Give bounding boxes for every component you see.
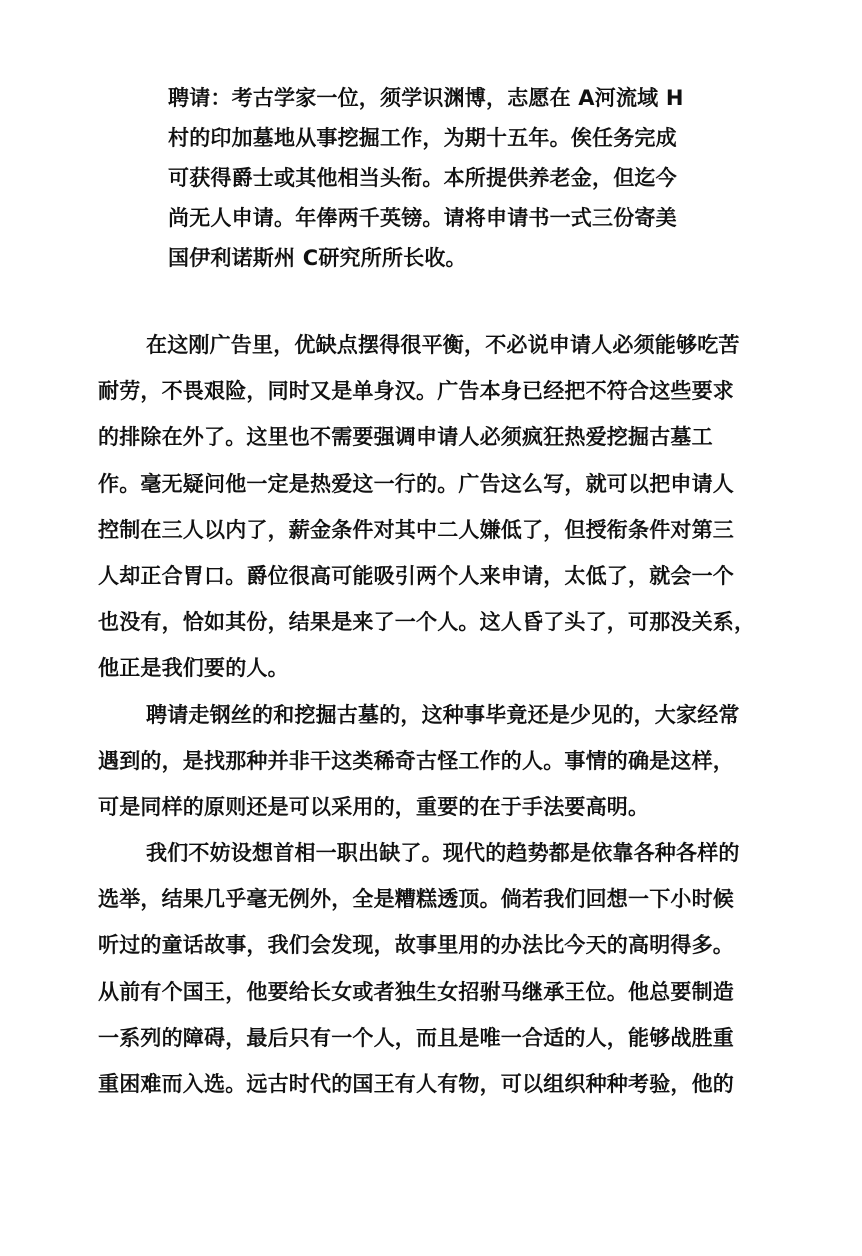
body-text <box>98 322 768 1107</box>
text-line: 也没有，恰如其份，结果是来了一个人。这人昏了头了，可那没关系， <box>98 610 756 635</box>
text-line: 听过的童话故事，我们会发现，故事里用的办法比今天的高明得多。 <box>98 933 734 958</box>
text-line: 可是同样的原则还是可以采用的，重要的在于手法要高明。 <box>98 794 650 819</box>
text-line: 耐劳，不畏艰险，同时又是单身汉。广告本身已经把不符合这些要求 <box>98 379 734 404</box>
quote-line: 可获得爵士或其他相当头衔。本所提供养老金，但迄今 <box>168 166 677 190</box>
text-line: 在这刚广告里，优缺点摆得很平衡，不必说申请人必须能够吃苦 <box>146 333 740 357</box>
text-line: 的排除在外了。这里也不需要强调申请人必须疯狂热爱挖掘古墓工 <box>98 425 713 450</box>
paragraph-2 <box>98 692 768 831</box>
text-line: 聘请走钢丝的和挖掘古墓的，这种事毕竟还是少见的，大家经常 <box>146 702 740 727</box>
quote-line: 村的印加墓地从事挖掘工作，为期十五年。俟任务完成 <box>168 126 677 150</box>
paragraph-1 <box>98 322 768 692</box>
quote-line: 国伊利诺斯州 C研究所所长收。 <box>168 246 467 270</box>
text-line: 人却正合胃口。爵位很高可能吸引两个人来申请，太低了，就会一个 <box>98 563 734 588</box>
quote-line: 聘请：考古学家一位，须学识渊博，志愿在 A河流域 H <box>168 86 684 110</box>
text-line: 作。毫无疑问他一定是热爱这一行的。广告这么写，就可以把申请人 <box>98 471 734 496</box>
text-line: 遇到的，是找那种并非干这类稀奇古怪工作的人。事情的确是这样， <box>98 748 734 773</box>
text-line: 控制在三人以内了，薪金条件对其中二人嫌低了，但授衔条件对第三 <box>98 517 734 542</box>
text-line: 我们不妨设想首相一职出缺了。现代的趋势都是依靠各种各样的 <box>146 841 740 866</box>
text-line: 从前有个国王，他要给长女或者独生女招驸马继承王位。他总要制造 <box>98 979 734 1004</box>
text-line: 一系列的障碍，最后只有一个人，而且是唯一合适的人，能够战胜重 <box>98 1025 734 1050</box>
text-line: 他正是我们要的人。 <box>98 656 289 681</box>
text-line: 重困难而入选。远古时代的国王有人有物，可以组织种种考验，他的 <box>98 1072 734 1096</box>
text-line: 选举，结果几乎毫无例外，全是糟糕透顶。倘若我们回想一下小时候 <box>98 887 734 912</box>
quote-line: 尚无人申请。年俸两千英镑。请将申请书一式三份寄美 <box>168 206 677 230</box>
job-advertisement-quote <box>168 78 708 278</box>
paragraph-3 <box>98 830 768 1107</box>
